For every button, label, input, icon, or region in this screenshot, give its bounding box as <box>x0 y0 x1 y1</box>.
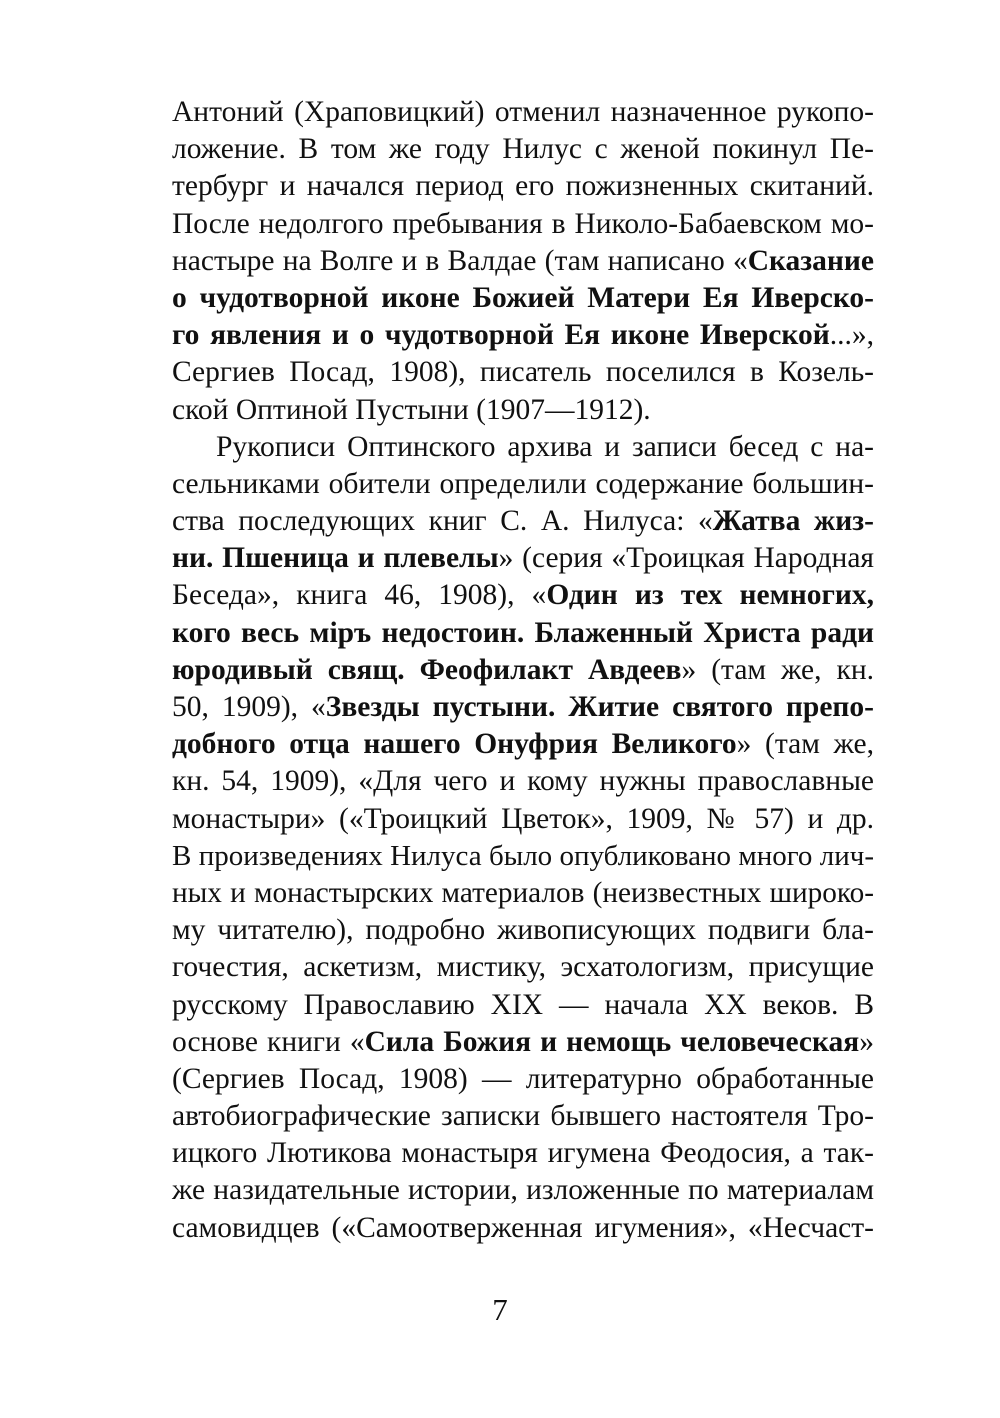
text-line <box>172 1024 874 1061</box>
body-text: настыре на Волге и в Валдае (там написано « <box>172 244 748 277</box>
body-text: (Сергиев Посад, 1908) — литературно обработанные <box>172 1062 874 1095</box>
bold-title-text: Сила Божия и немощь человеческая <box>364 1025 860 1058</box>
body-text: » (там же, кн. <box>681 653 875 686</box>
body-text: ской Оптиной Пустыни (1907—1912). <box>172 393 651 426</box>
text-line <box>172 243 874 280</box>
bold-title-text: добного отца нашего Онуфрия Великого <box>172 728 737 761</box>
page-number: 7 <box>492 1292 508 1327</box>
text-line <box>172 1061 874 1098</box>
text-line <box>172 763 874 800</box>
text-line <box>172 280 874 317</box>
body-text: русскому Православию XIX — начала XX веков. В <box>172 988 874 1021</box>
text-line <box>172 131 874 168</box>
body-text: 50, 1909), « <box>172 691 326 723</box>
text-line <box>172 726 874 763</box>
body-text: » <box>859 1025 874 1058</box>
bold-title-text: Один из тех немногих, <box>546 579 874 612</box>
text-line <box>172 987 874 1024</box>
body-text: Антоний (Храповицкий) отменил назначенное рукопо- <box>172 96 874 128</box>
text-line <box>172 540 874 577</box>
body-text: ных и монастырских материалов (неизвестных широко- <box>172 876 874 909</box>
bold-title-text: Жатва жиз- <box>712 505 874 538</box>
text-line <box>172 949 874 986</box>
text-line <box>172 206 874 243</box>
text-line <box>172 838 874 875</box>
body-text: Беседа», книга 46, 1908), « <box>172 579 547 612</box>
text-line <box>172 1210 874 1247</box>
body-text: гочестия, аскетизм, мистику, эсхатологизм, присущие <box>172 951 874 984</box>
text-line <box>172 317 874 354</box>
body-text: В произведениях Нилуса было опубликовано много лич- <box>172 839 874 872</box>
text-line <box>172 429 874 466</box>
bold-title-text: Звезды пустыни. Житие святого препо- <box>325 691 875 723</box>
bold-title-text: кого весь міръ недостоин. Блаженный Христа ради <box>172 616 874 649</box>
text-line <box>172 615 874 652</box>
body-text: » (там же, <box>736 728 874 761</box>
body-text: автобиографические записки бывшего настоятеля Тро- <box>172 1100 874 1133</box>
body-text: ства последующих книг С. А. Нилуса: « <box>172 505 713 538</box>
body-text: му читателю), подробно живописующих подвиги бла- <box>172 914 874 947</box>
bold-title-text: о чудотворной иконе Божией Матери Ея Иверско- <box>172 281 874 314</box>
body-text: сельниками обители определили содержание большин- <box>172 467 874 500</box>
bold-title-text: го явления и о чудотворной Ея иконе Иверской <box>172 319 830 352</box>
text-line <box>172 875 874 912</box>
bold-title-text: Сказание <box>747 244 874 277</box>
text-line <box>172 577 874 614</box>
text-line <box>172 503 874 540</box>
body-text: ицкого Лютикова монастыря игумена Феодосия, а так- <box>172 1137 874 1170</box>
text-line <box>172 1098 874 1135</box>
text-line <box>172 1172 874 1209</box>
text-line <box>172 466 874 503</box>
body-text: самовидцев («Самоотверженная игумения», «Несчаст- <box>172 1211 874 1244</box>
text-line <box>172 94 874 131</box>
body-text: кн. 54, 1909), «Для чего и кому нужны православные <box>172 765 874 798</box>
text-line <box>172 392 874 429</box>
text-line <box>172 652 874 689</box>
bold-title-text: юродивый свящ. Феофилакт Авдеев <box>172 653 682 686</box>
body-text: » (серия «Троицкая Народная <box>498 542 874 575</box>
page-text <box>172 94 874 1247</box>
bold-title-text: ни. Пшеница и плевелы <box>172 542 499 575</box>
body-text: монастыри» («Троицкий Цветок», 1909, № 57) и др. <box>172 802 874 835</box>
body-text: же назидательные истории, изложенные по материалам <box>172 1174 874 1207</box>
text-line <box>172 912 874 949</box>
body-text: Рукописи Оптинского архива и записи бесед с на- <box>216 430 874 463</box>
text-line <box>172 689 874 726</box>
body-text: Сергиев Посад, 1908), писатель поселился в Козель- <box>172 356 874 389</box>
body-text: основе книги « <box>172 1025 365 1058</box>
body-text: После недолгого пребывания в Николо-Бабаевском мо- <box>172 207 874 240</box>
text-line <box>172 354 874 391</box>
text-line <box>172 1135 874 1172</box>
text-line <box>172 801 874 838</box>
text-line <box>172 168 874 205</box>
body-text: тербург и начался период его пожизненных скитаний. <box>172 170 874 203</box>
body-text: ...», <box>829 319 874 352</box>
body-text: ложение. В том же году Нилус с женой покинул Пе- <box>172 133 874 166</box>
